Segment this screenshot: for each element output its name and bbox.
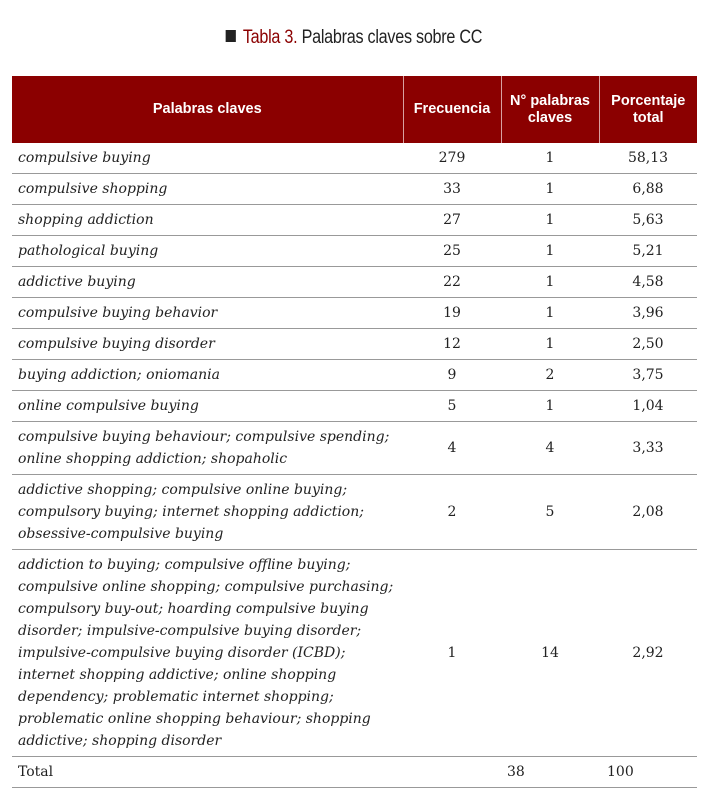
table-row xyxy=(12,236,697,267)
frequency-cell: 12 xyxy=(403,329,501,360)
keyword-count-cell: 1 xyxy=(501,329,599,360)
keyword-count-cell: 4 xyxy=(501,422,599,475)
keyword-cell: addictive shopping; compulsive online buying; compulsory buying; internet shopping addiction; obsessive-compulsive buying xyxy=(12,475,403,550)
percentage-cell: 5,63 xyxy=(599,205,697,236)
table-row xyxy=(12,329,697,360)
frequency-cell: 22 xyxy=(403,267,501,298)
keyword-count-cell: 1 xyxy=(501,236,599,267)
frequency-cell: 4 xyxy=(403,422,501,475)
keywords-table xyxy=(12,76,697,788)
total-label: Total xyxy=(12,757,403,788)
percentage-cell: 5,21 xyxy=(599,236,697,267)
frequency-cell: 33 xyxy=(403,174,501,205)
keyword-cell: compulsive shopping xyxy=(12,174,403,205)
total-keyword-count: 38 xyxy=(501,757,599,788)
total-percentage: 100 xyxy=(599,757,697,788)
table-row xyxy=(12,267,697,298)
frequency-cell: 9 xyxy=(403,360,501,391)
percentage-cell: 6,88 xyxy=(599,174,697,205)
percentage-cell: 4,58 xyxy=(599,267,697,298)
percentage-cell: 2,92 xyxy=(599,550,697,757)
frequency-cell: 25 xyxy=(403,236,501,267)
keyword-cell: shopping addiction xyxy=(12,205,403,236)
keyword-cell: compulsive buying disorder xyxy=(12,329,403,360)
frequency-cell: 279 xyxy=(403,143,501,174)
table-row xyxy=(12,475,697,550)
percentage-cell: 3,75 xyxy=(599,360,697,391)
keyword-cell: pathological buying xyxy=(12,236,403,267)
total-empty xyxy=(403,757,501,788)
total-row xyxy=(12,757,697,788)
keyword-cell: online compulsive buying xyxy=(12,391,403,422)
percentage-cell: 3,33 xyxy=(599,422,697,475)
caption-label: Tabla 3. xyxy=(242,27,298,48)
table-row xyxy=(12,391,697,422)
frequency-cell: 2 xyxy=(403,475,501,550)
table-row xyxy=(12,174,697,205)
keyword-cell: buying addiction; oniomania xyxy=(12,360,403,391)
keyword-cell: compulsive buying behavior xyxy=(12,298,403,329)
table-row xyxy=(12,205,697,236)
header-percentage: Porcentaje total xyxy=(599,76,697,143)
square-bullet-icon xyxy=(226,30,236,42)
percentage-cell: 2,50 xyxy=(599,329,697,360)
percentage-cell: 58,13 xyxy=(599,143,697,174)
percentage-cell: 3,96 xyxy=(599,298,697,329)
table-caption xyxy=(53,27,655,49)
keyword-cell: compulsive buying xyxy=(12,143,403,174)
keyword-count-cell: 14 xyxy=(501,550,599,757)
keyword-count-cell: 1 xyxy=(501,143,599,174)
frequency-cell: 1 xyxy=(403,550,501,757)
table-row xyxy=(12,550,697,757)
keyword-count-cell: 1 xyxy=(501,298,599,329)
keyword-count-cell: 5 xyxy=(501,475,599,550)
keyword-count-cell: 2 xyxy=(501,360,599,391)
table-row xyxy=(12,360,697,391)
keyword-count-cell: 1 xyxy=(501,267,599,298)
header-keywords: Palabras claves xyxy=(12,76,403,143)
caption-text: Palabras claves sobre CC xyxy=(301,27,483,48)
frequency-cell: 19 xyxy=(403,298,501,329)
keyword-cell: compulsive buying behaviour; compulsive spending; online shopping addiction; shopaholic xyxy=(12,422,403,475)
keyword-count-cell: 1 xyxy=(501,391,599,422)
table-row xyxy=(12,422,697,475)
header-keyword-count: N° palabras claves xyxy=(501,76,599,143)
table-row xyxy=(12,143,697,174)
keyword-cell: addiction to buying; compulsive offline buying; compulsive online shopping; compulsive purchasing; compulsory buy-out; hoarding compulsive buying disorder; impulsive-compulsive buying disorder; impulsive-compulsive buying disorder (ICBD); internet shopping addictive; online shopping dependency; problematic internet shopping; problematic online shopping behaviour; shopping addictive; shopping disorder xyxy=(12,550,403,757)
header-row xyxy=(12,76,697,143)
keyword-count-cell: 1 xyxy=(501,174,599,205)
header-frequency: Frecuencia xyxy=(403,76,501,143)
keyword-count-cell: 1 xyxy=(501,205,599,236)
frequency-cell: 5 xyxy=(403,391,501,422)
percentage-cell: 1,04 xyxy=(599,391,697,422)
percentage-cell: 2,08 xyxy=(599,475,697,550)
table-row xyxy=(12,298,697,329)
keyword-cell: addictive buying xyxy=(12,267,403,298)
frequency-cell: 27 xyxy=(403,205,501,236)
